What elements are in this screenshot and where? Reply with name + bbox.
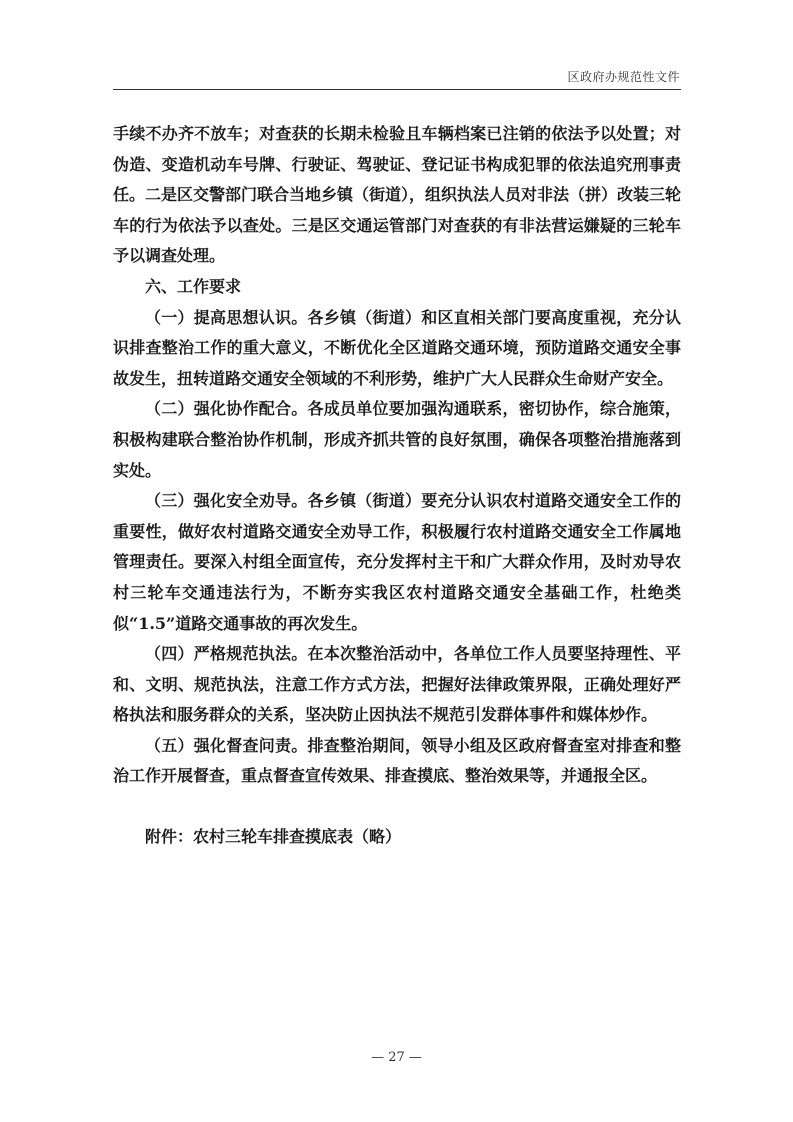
requirement-item-5: （五）强化督查问责。排查整治期间，领导小组及区政府督查室对排查和整治工作开展督查，重点督查宣传效果、排查摸底、整治效果等，并通报全区。	[113, 735, 681, 786]
requirement-item-1: （一）提高思想认识。各乡镇（街道）和区直相关部门要高度重视，充分认识排查整治工作的重大意义，不断优化全区道路交通环境，预防道路交通安全事故发生，扭转道路交通安全领域的不利形势，维护广大人民群众生命财产安全。	[113, 307, 681, 388]
section-heading: 六、工作要求	[145, 276, 242, 296]
requirement-item-3: （三）强化安全劝导。各乡镇（街道）要充分认识农村道路交通安全工作的重要性，做好农村道路交通安全劝导工作，积极履行农村道路交通安全工作属地管理责任。要深入村组全面宣传，充分发挥村主干和广大群众作用，及时劝导农村三轮车交通违法行为，不断夯实我区农村道路交通安全基础工作，杜绝类似“1.5”道路交通事故的再次发生。	[113, 491, 681, 633]
requirement-item-4: （四）严格规范执法。在本次整治活动中，各单位工作人员要坚持理性、平和、文明、规范执法，注意工作方式方法，把握好法律政策界限，正确处理好严格执法和服务群众的关系，坚决防止因执法不规范引发群体事件和媒体炒作。	[113, 644, 681, 725]
attachment-note: 附件：农村三轮车排查摸底表（略）	[145, 827, 402, 847]
header-divider	[113, 89, 681, 90]
requirement-item-2: （二）强化协作配合。各成员单位要加强沟通联系，密切协作，综合施策，积极构建联合整治协作机制，形成齐抓共管的良好氛围，确保各项整治措施落到实处。	[113, 399, 681, 480]
continuation-paragraph: 手续不办齐不放车；对查获的长期未检验且车辆档案已注销的依法予以处置；对伪造、变造机动车号牌、行驶证、驾驶证、登记证书构成犯罪的依法追究刑事责任。二是区交警部门联合当地乡镇（街道），组织执法人员对非法（拼）改装三轮车的行为依法予以查处。三是区交通运管部门对查获的有非法营运嫌疑的三轮车予以调查处理。	[113, 124, 682, 266]
document-category-header: 区政府办规范性文件	[567, 70, 680, 84]
document-body	[113, 119, 681, 853]
page-number: — 27 —	[371, 1050, 422, 1065]
